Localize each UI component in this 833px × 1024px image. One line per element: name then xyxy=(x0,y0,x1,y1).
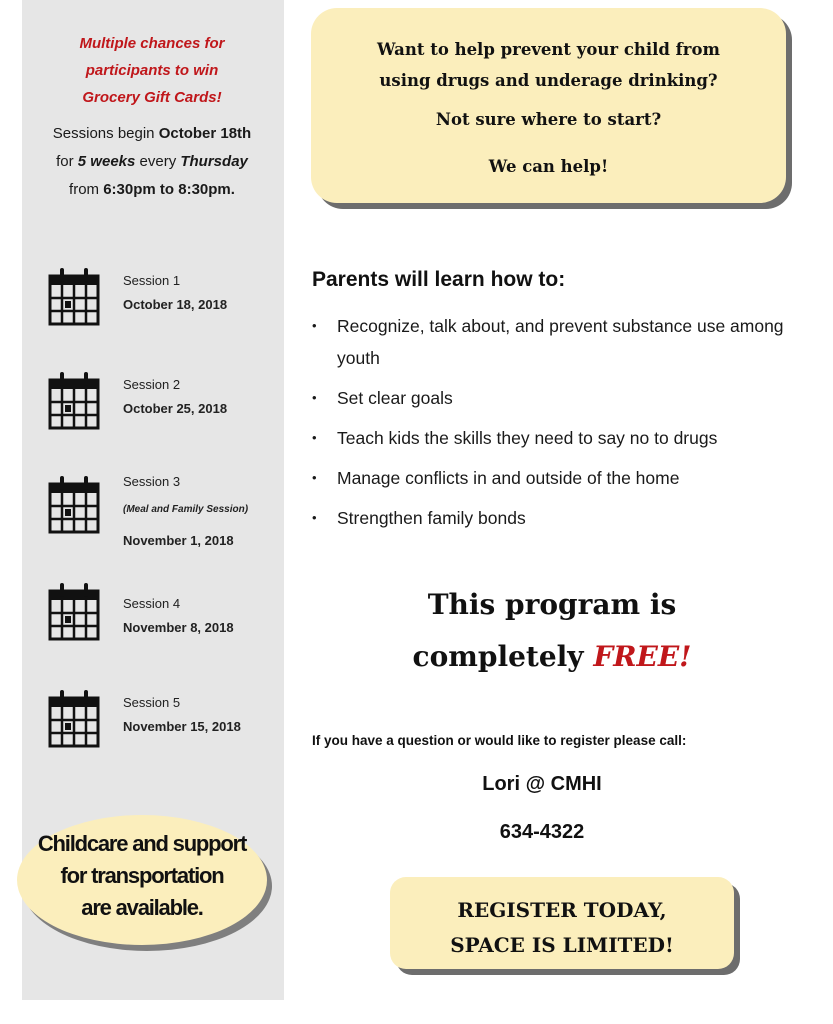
learn-list xyxy=(312,310,802,542)
calendar-icon xyxy=(46,368,102,432)
headline-line: Want to help prevent your child from xyxy=(377,40,720,59)
list-item xyxy=(312,422,802,454)
childcare-line: for transportation xyxy=(60,863,224,888)
register-line-2: SPACE IS LIMITED! xyxy=(450,933,674,957)
calendar-icon xyxy=(46,579,102,643)
register-line-1: REGISTER TODAY, xyxy=(457,898,667,922)
schedule-line-1 xyxy=(30,120,274,148)
contact-question: If you have a question or would like to register please call: xyxy=(312,733,687,748)
sessions-schedule-info xyxy=(30,120,274,204)
list-item-text: Strengthen family bonds xyxy=(337,508,526,528)
list-item-text: Manage conflicts in and outside of the home xyxy=(337,468,680,488)
session-title: Session 2 xyxy=(123,377,181,392)
session-date: October 18, 2018 xyxy=(123,297,228,312)
list-item-text: Set clear goals xyxy=(337,388,453,408)
gift-card-promo xyxy=(30,30,274,111)
schedule-text: Sessions begin xyxy=(52,125,159,142)
promo-line: Multiple chances for xyxy=(79,35,225,52)
contact-phone: 634-4322 xyxy=(499,821,585,843)
schedule-line-3 xyxy=(30,176,274,204)
contact-name: Lori @ CMHI xyxy=(482,773,602,795)
calendar-icon xyxy=(46,686,102,750)
session-title: Session 1 xyxy=(123,273,181,288)
list-item xyxy=(312,502,802,534)
list-item xyxy=(312,310,802,374)
duration: 5 weeks xyxy=(77,153,136,170)
promo-line: Grocery Gift Cards! xyxy=(82,89,222,106)
free-prefix: completely xyxy=(412,640,594,673)
schedule-text: every xyxy=(135,153,181,170)
session-date: November 1, 2018 xyxy=(123,533,234,548)
time-range: 6:30pm to 8:30pm. xyxy=(103,181,235,198)
learn-heading: Parents will learn how to: xyxy=(312,268,566,291)
childcare-line: Childcare and support xyxy=(37,831,247,856)
childcare-line: are available. xyxy=(81,895,203,920)
register-box xyxy=(390,877,734,969)
not-sure-text: Not sure where to start? xyxy=(435,110,662,129)
free-headline-line-1: This program is xyxy=(427,588,677,621)
list-item-text: Teach kids the skills they need to say no to drugs xyxy=(337,428,718,448)
schedule-line-2 xyxy=(30,148,274,176)
list-item-text: Recognize, talk about, and prevent substance use among youth xyxy=(337,316,784,368)
headline-line: using drugs and underage drinking? xyxy=(379,71,718,90)
free-headline-line-2 xyxy=(312,640,792,673)
bullet-icon: • xyxy=(312,510,317,525)
session-item-1 xyxy=(46,264,286,334)
session-item-4 xyxy=(46,587,286,657)
session-date: November 15, 2018 xyxy=(123,719,241,734)
start-date: October 18th xyxy=(158,125,252,142)
session-note: (Meal and Family Session) xyxy=(123,504,249,515)
bullet-icon: • xyxy=(312,390,317,405)
session-date: November 8, 2018 xyxy=(123,620,234,635)
list-item xyxy=(312,462,802,494)
session-title: Session 4 xyxy=(123,596,181,611)
we-can-help-text: We can help! xyxy=(488,157,609,176)
bullet-icon: • xyxy=(312,430,317,445)
session-item-5 xyxy=(46,686,286,756)
headline-question xyxy=(311,34,786,96)
session-title: Session 5 xyxy=(123,695,181,710)
session-item-3 xyxy=(46,466,286,548)
bullet-icon: • xyxy=(312,318,317,333)
session-item-2 xyxy=(46,368,286,438)
headline-box xyxy=(311,8,786,203)
calendar-icon xyxy=(46,264,102,328)
list-item xyxy=(312,382,802,414)
weekday: Thursday xyxy=(180,153,248,170)
childcare-notice xyxy=(22,828,262,924)
schedule-text: from xyxy=(69,181,104,198)
session-date: October 25, 2018 xyxy=(123,401,228,416)
promo-line: participants to win xyxy=(85,62,219,79)
calendar-icon xyxy=(46,472,102,536)
session-title: Session 3 xyxy=(123,474,181,489)
schedule-text: for xyxy=(56,153,78,170)
bullet-icon: • xyxy=(312,470,317,485)
free-word: FREE! xyxy=(593,640,692,673)
